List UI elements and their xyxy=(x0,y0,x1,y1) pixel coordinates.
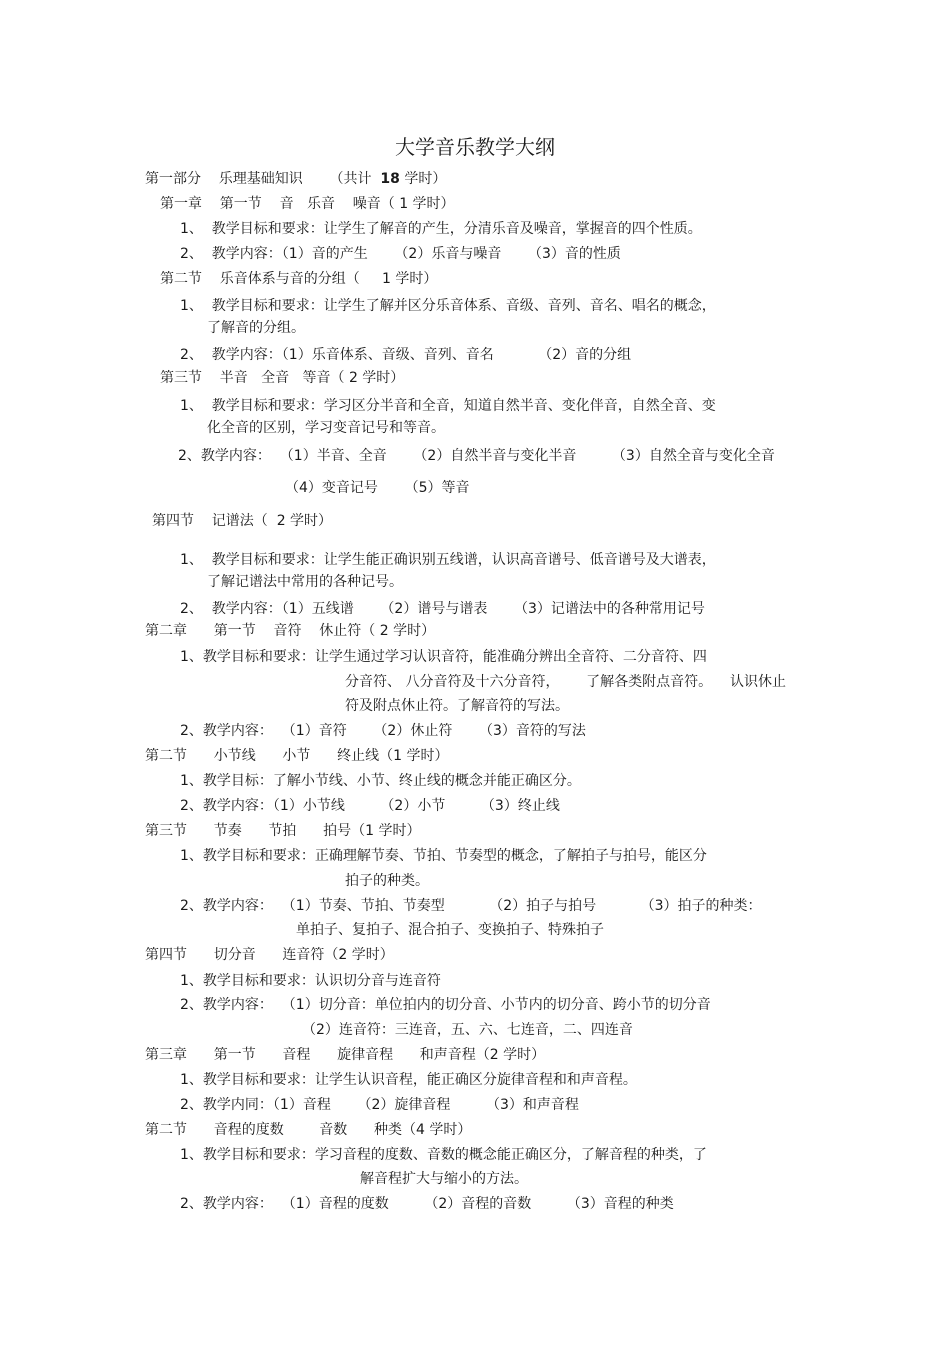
ch2-section2-heading: 第二节 小节线 小节 终止线（1 学时） xyxy=(145,748,449,764)
ch3-s2-content: 2、教学内容： （1）音程的度数 （2）音程的音数 （3）音程的种类 xyxy=(180,1196,674,1212)
ch1-s3-objective-cont: 化全音的区别，学习变音记号和等音。 xyxy=(207,420,445,436)
chapter3-section1-heading: 第三章 第一节 音程 旋律音程 和声音程（2 学时） xyxy=(145,1047,546,1063)
part-heading-text: 第一部分 乐理基础知识 （共计 xyxy=(145,171,381,187)
ch2-s2-content: 2、教学内容：（1）小节线 （2）小节 （3）终止线 xyxy=(180,798,560,814)
ch2-s3-objective-cont: 拍子的种类。 xyxy=(345,873,429,889)
ch2-s1-objective-cont1: 分音符、 八分音符及十六分音符， 了解各类附点音符。 认识休止 xyxy=(345,674,786,690)
ch2-s3-content: 2、教学内容： （1）节奏、节拍、节奏型 （2）拍子与拍号 （3）拍子的种类： xyxy=(180,898,762,914)
ch3-s1-objective: 1、教学目标和要求：让学生认识音程，能正确区分旋律音程和和声音程。 xyxy=(180,1072,637,1088)
ch1-s2-objective: 1、 教学目标和要求：让学生了解并区分乐音体系、音级、音列、音名、唱名的概念， xyxy=(180,298,716,314)
ch2-s1-content: 2、教学内容： （1）音符 （2）休止符 （3）音符的写法 xyxy=(180,723,586,739)
ch1-s3-content-cont: （4）变音记号 （5）等音 xyxy=(285,480,470,496)
chapter2-section1-heading: 第二章 第一节 音符 休止符（ 2 学时） xyxy=(145,623,436,639)
ch1-s1-content: 2、 教学内容：（1）音的产生 （2）乐音与噪音 （3）音的性质 xyxy=(180,246,621,262)
ch2-section4-heading: 第四节 切分音 连音符（2 学时） xyxy=(145,947,394,963)
ch2-s4-content-cont: （2）连音符：三连音，五、六、七连音，二、四连音 xyxy=(302,1022,633,1038)
ch3-section2-heading: 第二节 音程的度数 音数 种类（4 学时） xyxy=(145,1122,472,1138)
part-heading-suffix: 学时） xyxy=(399,171,447,187)
ch2-s1-objective: 1、教学目标和要求：让学生通过学习认识音符，能准确分辨出全音符、二分音符、四 xyxy=(180,649,707,665)
ch2-s2-objective: 1、教学目标：了解小节线、小节、终止线的概念并能正确区分。 xyxy=(180,773,581,789)
ch2-s4-objective: 1、教学目标和要求：认识切分音与连音符 xyxy=(180,973,441,989)
ch1-section4-heading: 第四节 记谱法（ 2 学时） xyxy=(152,513,333,529)
ch3-s1-content: 2、教学内同：（1）音程 （2）旋律音程 （3）和声音程 xyxy=(180,1097,579,1113)
chapter1-section1-heading: 第一章 第一节 音 乐音 噪音（ 1 学时） xyxy=(160,196,455,212)
ch1-s2-content: 2、 教学内容：（1）乐音体系、音级、音列、音名 （2）音的分组 xyxy=(180,347,632,363)
ch1-section3-heading: 第三节 半音 全音 等音（ 2 学时） xyxy=(160,370,405,386)
document-title: 大学音乐教学大纲 xyxy=(395,135,555,159)
ch1-s3-objective: 1、 教学目标和要求：学习区分半音和全音，知道自然半音、变化伴音，自然全音、变 xyxy=(180,398,716,414)
ch3-s2-objective: 1、教学目标和要求：学习音程的度数、音数的概念能正确区分，了解音程的种类，了 xyxy=(180,1147,707,1163)
ch1-s4-objective: 1、 教学目标和要求：让学生能正确识别五线谱，认识高音谱号、低音谱号及大谱表， xyxy=(180,552,716,568)
ch2-s3-objective: 1、教学目标和要求：正确理解节奏、节拍、节奏型的概念，了解拍子与拍号，能区分 xyxy=(180,848,707,864)
ch1-s4-objective-cont: 了解记谱法中常用的各种记号。 xyxy=(207,574,403,590)
ch1-section2-heading: 第二节 乐音体系与音的分组（ 1 学时） xyxy=(160,271,438,287)
ch2-s1-objective-cont2: 符及附点休止符。了解音符的写法。 xyxy=(345,698,569,714)
ch1-s1-objective: 1、 教学目标和要求：让学生了解音的产生，分清乐音及噪音，掌握音的四个性质。 xyxy=(180,221,702,237)
ch1-s4-content: 2、 教学内容：（1）五线谱 （2）谱号与谱表 （3）记谱法中的各种常用记号 xyxy=(180,601,705,617)
ch2-s4-content: 2、教学内容： （1）切分音：单位拍内的切分音、小节内的切分音、跨小节的切分音 xyxy=(180,997,711,1013)
ch2-section3-heading: 第三节 节奏 节拍 拍号（1 学时） xyxy=(145,823,421,839)
part-heading xyxy=(145,170,446,188)
ch1-s3-content: 2、教学内容： （1）半音、全音 （2）自然半音与变化半音 （3）自然全音与变化全音 xyxy=(178,448,775,464)
ch3-s2-objective-cont: 解音程扩大与缩小的方法。 xyxy=(360,1171,528,1187)
ch2-s3-content-cont: 单拍子、复拍子、混合拍子、变换拍子、特殊拍子 xyxy=(296,922,604,938)
part-hours: 18 xyxy=(380,171,400,187)
ch1-s2-objective-cont: 了解音的分组。 xyxy=(207,320,305,336)
